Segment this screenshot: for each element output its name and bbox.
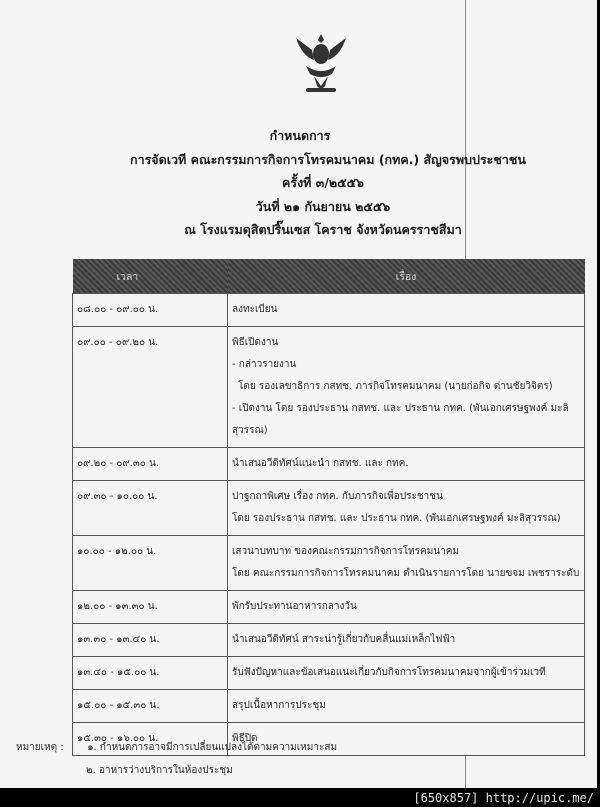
garuda-emblem-icon (292, 28, 350, 98)
row-line: เสวนาบทบาท ของคณะกรรมการกิจการโทรคมนาคม (232, 546, 460, 557)
schedule-table (72, 259, 585, 756)
row-subject (228, 327, 585, 448)
table-row (73, 591, 585, 624)
row-subject (228, 481, 585, 536)
doc-title: กำหนดการ (269, 128, 331, 143)
row-line: - กล่าวรายงาน (232, 359, 297, 370)
notes-label: หมายเหตุ : (16, 742, 64, 753)
table-row (73, 690, 585, 723)
row-line: โดย รองเลขาธิการ กสทช. ภารกิจโทรคมนาคม (นายก่อกิจ ด่านชัยวิจิตร) (238, 381, 553, 392)
row-time: ๑๕.๓๐ - ๑๖.๐๐ น. (73, 723, 228, 756)
row-subject (228, 294, 585, 327)
row-time: ๑๒.๐๐ - ๑๓.๓๐ น. (73, 591, 228, 624)
row-time: ๐๙.๒๐ - ๐๙.๓๐ น. (73, 448, 228, 481)
row-line: ปาฐกถาพิเศษ เรื่อง กทค. กับภารกิจเพื่อประชาชน (232, 491, 443, 502)
notes-section (16, 740, 337, 778)
row-time: ๑๐.๐๐ - ๑๒.๐๐ น. (73, 536, 228, 591)
doc-date: วันที่ ๒๑ กันยายน ๒๕๕๖ (255, 199, 391, 214)
row-time: ๑๓.๔๐ - ๑๕.๐๐ น. (73, 657, 228, 690)
doc-venue: ณ โรงแรมดุสิตปริ๊นเซส โคราช จังหวัดนครราชสีมา (184, 222, 462, 237)
row-subject (228, 657, 585, 690)
row-line: โดย รองประธาน กสทช. และ ประธาน กทค. (พันเอกเศรษฐพงค์ มะลิสุวรรณ) (232, 513, 561, 524)
row-subject (228, 448, 585, 481)
header-time: เวลา (73, 259, 228, 294)
row-line: รับฟังปัญหาและข้อเสนอแนะเกี่ยวกับกิจการโทรคมนาคมจากผู้เข้าร่วมเวที (232, 667, 546, 678)
image-host-watermark: [650x857] http://upic.me/ (413, 791, 594, 805)
row-time: ๑๓.๓๐ - ๑๓.๔๐ น. (73, 624, 228, 657)
row-line: พิธีปิด (232, 733, 258, 744)
row-line: โดย คณะกรรมการกิจการโทรคมนาคม ดำเนินรายการโดย นายขจม เพชราระดับ (232, 568, 580, 579)
row-line: - เปิดงาน โดย รองประธาน กสทช. และ ประธาน กทค. (พันเอกเศรษฐพงค์ มะลิสุวรรณ) (232, 403, 569, 436)
note-item: ๒. อาหารว่างบริการในห้องประชุม (86, 765, 233, 776)
table-row (73, 481, 585, 536)
row-subject (228, 690, 585, 723)
row-time: ๑๕.๐๐ - ๑๕.๓๐ น. (73, 690, 228, 723)
row-subject (228, 536, 585, 591)
doc-session: ครั้งที่ ๓/๒๕๕๖ (282, 175, 364, 190)
row-line: นำเสนอวีดิทัศน์ สาระน่ารู้เกี่ยวกับคลื่นแม่เหล็กไฟฟ้า (232, 634, 456, 645)
table-row (73, 536, 585, 591)
row-line: ลงทะเบียน (232, 304, 278, 315)
table-row (73, 327, 585, 448)
header-subject: เรื่อง (228, 259, 585, 294)
row-line: พักรับประทานอาหารกลางวัน (232, 601, 357, 612)
table-row (73, 448, 585, 481)
row-time: ๐๙.๐๐ - ๐๙.๒๐ น. (73, 327, 228, 448)
row-subject (228, 624, 585, 657)
table-row (73, 657, 585, 690)
row-time: ๐๘.๐๐ - ๐๙.๐๐ น. (73, 294, 228, 327)
row-line: นำเสนอวีดิทัศน์แนะนำ กสทช. และ กทค. (232, 458, 409, 469)
table-header-row (73, 259, 585, 294)
row-subject (228, 591, 585, 624)
doc-subtitle: การจัดเวที คณะกรรมการกิจการโทรคมนาคม (กทค.) สัญจรพบประชาชน (130, 152, 526, 167)
note-item: ๑. กำหนดการอาจมีการเปลี่ยนแปลงได้ตามความเหมาะสม (87, 742, 338, 753)
row-time: ๐๙.๓๐ - ๑๐.๐๐ น. (73, 481, 228, 536)
table-row (73, 624, 585, 657)
row-line: สรุปเนื้อหาการประชุม (232, 700, 326, 711)
table-row (73, 294, 585, 327)
row-line: พิธีเปิดงาน (232, 337, 279, 348)
